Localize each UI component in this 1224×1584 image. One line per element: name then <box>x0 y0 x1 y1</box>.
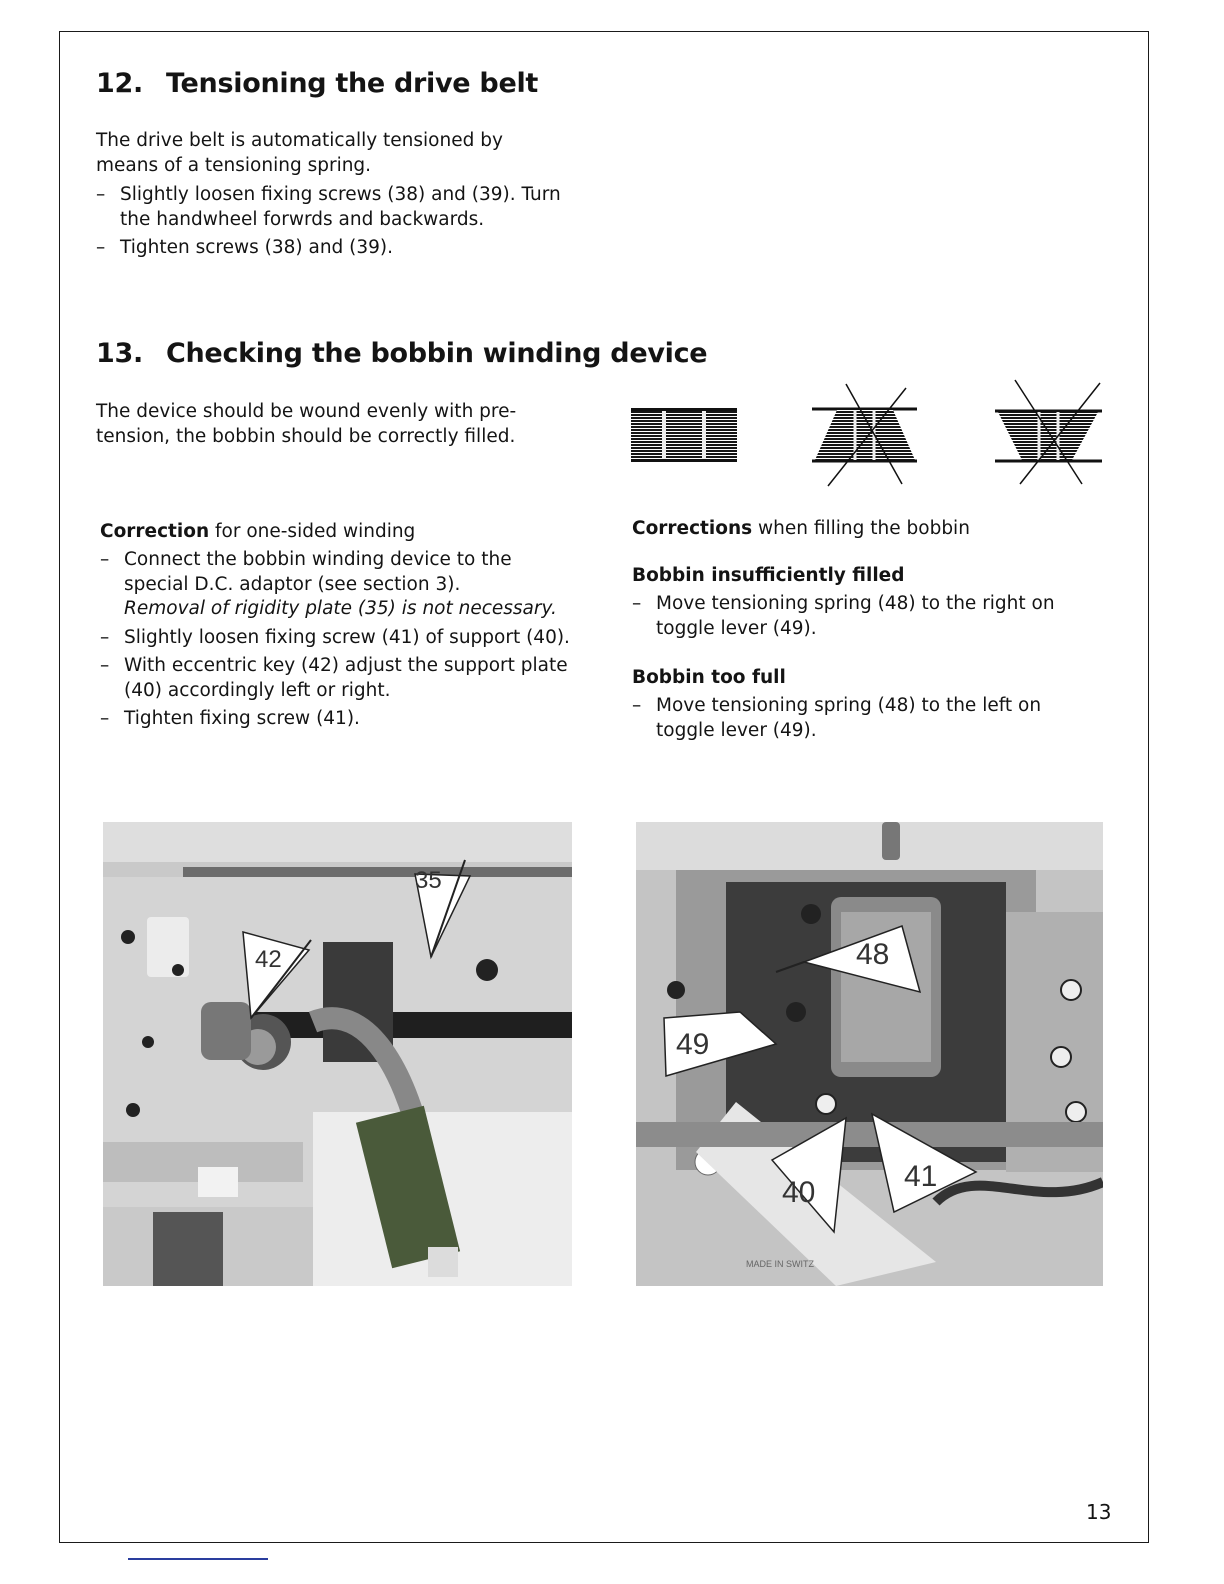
bobbin-wrong-diagram-2 <box>995 380 1102 484</box>
page-number: 13 <box>1086 1500 1112 1524</box>
correction-step-text: Connect the bobbin winding device to the special D.C. adaptor (see section 3). <box>124 549 512 595</box>
corrections-rest: when filling the bobbin <box>752 518 970 539</box>
label-49: 49 <box>676 1028 710 1061</box>
photo-bobbin-winder-right <box>636 822 1103 1286</box>
section-12-heading <box>96 68 538 99</box>
section-13-heading <box>96 338 707 369</box>
correction-step: – Tighten fixing screw (41). <box>100 707 580 732</box>
section-12-steps <box>96 183 576 265</box>
label-35: 35 <box>415 867 442 894</box>
toofull-heading: Bobbin too full <box>632 667 786 688</box>
correction-rest: for one-sided winding <box>209 521 416 542</box>
section-13-intro-line1: The device should be wound evenly with pre- <box>96 401 517 422</box>
label-40: 40 <box>782 1176 816 1209</box>
photo-left-illustration <box>103 822 572 1286</box>
section-13-title: Checking the bobbin winding device <box>166 338 708 369</box>
section-12-number: 12. <box>96 68 143 99</box>
correction-step: – Slightly loosen fixing screw (41) of support (40). <box>100 626 580 651</box>
section-12-title: Tensioning the drive belt <box>166 68 539 99</box>
section-13-intro <box>96 400 616 449</box>
bobbin-diagrams <box>624 378 1114 490</box>
correction-step <box>100 548 580 622</box>
photo-bobbin-winder-left <box>103 822 572 1286</box>
made-in-switz-stamp: MADE IN SWITZ <box>746 1259 814 1269</box>
label-42: 42 <box>255 946 282 973</box>
corrections-heading <box>632 517 970 541</box>
section-12-intro-line2: means of a tensioning spring. <box>96 154 372 176</box>
section-12-step: – Tighten screws (38) and (39). <box>96 236 576 261</box>
corrections-bold: Corrections <box>632 518 753 539</box>
bobbin-correct-diagram <box>631 408 737 462</box>
photo-right-illustration <box>636 822 1103 1286</box>
section-12-step: – Slightly loosen fixing screws (38) and (39). Turn the handwheel forwrds and backwards. <box>96 183 576 232</box>
section-13-intro-line2: tension, the bobbin should be correctly filled. <box>96 425 516 447</box>
section-13-number: 13. <box>96 338 143 369</box>
toofull-step: – Move tensioning spring (48) to the left on toggle lever (49). <box>632 694 1072 743</box>
bobbin-wrong-diagram-1 <box>812 384 917 486</box>
section-12-intro-line1: The drive belt is automatically tensioned by <box>96 130 503 151</box>
section-12-intro <box>96 129 616 178</box>
insufficient-steps <box>632 592 1072 645</box>
correction-steps <box>100 548 580 736</box>
correction-step: – With eccentric key (42) adjust the support plate (40) accordingly left or right. <box>100 654 580 703</box>
footer-underline <box>128 1558 268 1560</box>
label-48: 48 <box>856 938 890 971</box>
insufficient-step: – Move tensioning spring (48) to the right on toggle lever (49). <box>632 592 1072 641</box>
correction-bold: Correction <box>100 521 210 542</box>
label-41: 41 <box>904 1160 938 1193</box>
toofull-steps <box>632 694 1072 747</box>
correction-heading <box>100 520 415 544</box>
insufficient-heading: Bobbin insufficiently filled <box>632 565 905 586</box>
correction-note: Removal of rigidity plate (35) is not necessary. <box>124 598 557 619</box>
